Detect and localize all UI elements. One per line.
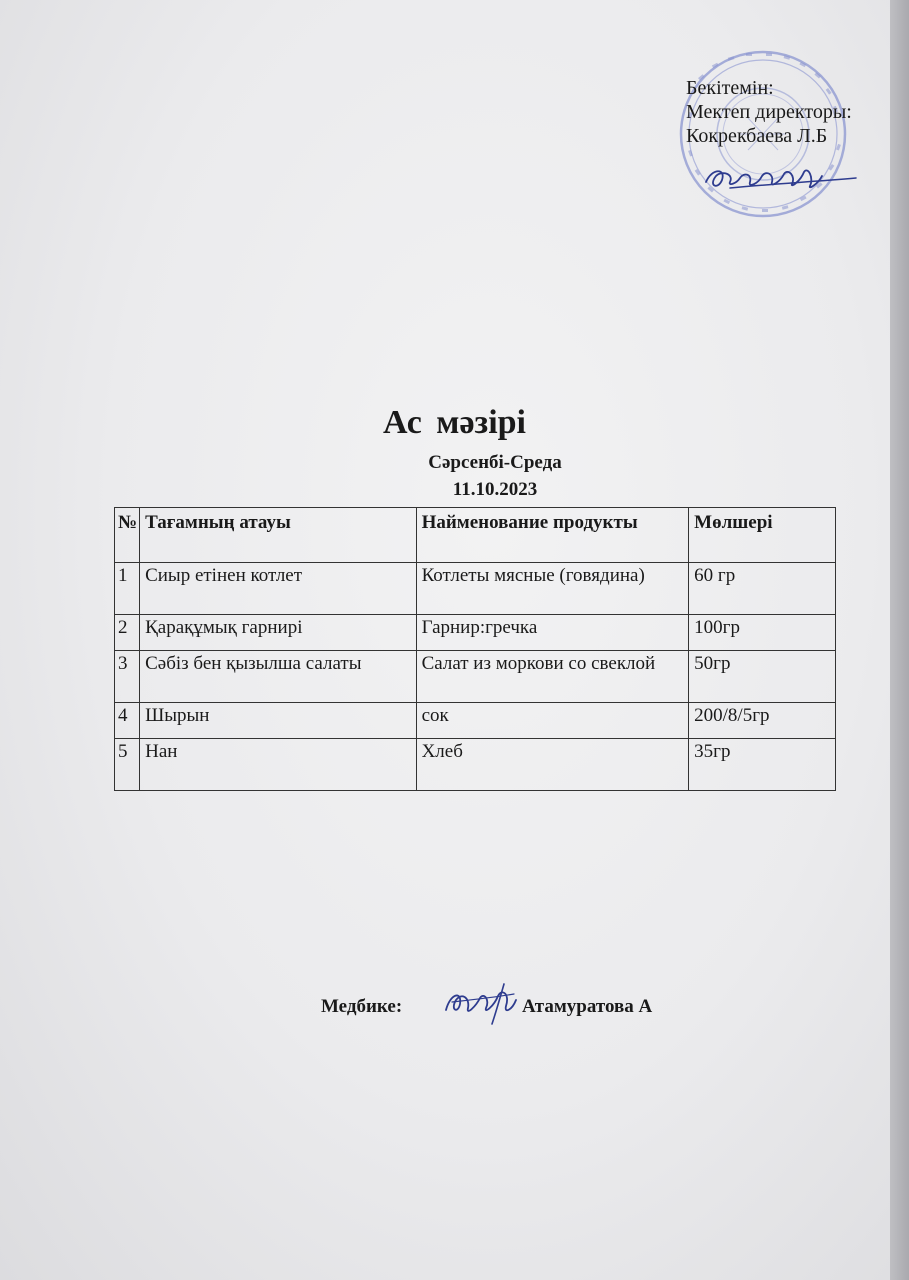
dish-quantity: 100гр [689, 615, 836, 651]
dish-name-kz: Сәбіз бен қызылша салаты [140, 651, 416, 703]
dish-name-ru: Гарнир:гречка [416, 615, 689, 651]
header-quantity: Мөлшері [689, 508, 836, 563]
row-number: 2 [115, 615, 140, 651]
row-number: 1 [115, 563, 140, 615]
menu-table [114, 507, 836, 791]
dish-name-ru: Хлеб [416, 739, 689, 791]
table-row [115, 651, 836, 703]
nurse-signature [440, 980, 528, 1026]
dish-name-ru: Салат из моркови со свеклой [416, 651, 689, 703]
dish-name-kz: Шырын [140, 703, 416, 739]
dish-name-ru: Котлеты мясные (говядина) [416, 563, 689, 615]
approval-line-approve: Бекітемін: [686, 77, 774, 99]
dish-name-kz: Қарақұмық гарнирі [140, 615, 416, 651]
page-title: Ас мәзірі [382, 404, 526, 441]
dish-quantity: 35гр [689, 739, 836, 791]
dish-name-kz: Нан [140, 739, 416, 791]
approval-line-director: Мектеп директоры: [686, 101, 852, 123]
dish-name-kz: Сиыр етінен котлет [140, 563, 416, 615]
director-signature [700, 160, 860, 196]
dish-name-ru: сок [416, 703, 689, 739]
row-number: 4 [115, 703, 140, 739]
approval-line-name: Кокрекбаева Л.Б [686, 125, 828, 147]
nurse-label: Медбике: [321, 996, 403, 1017]
header-dish-name-ru: Найменование продукты [416, 508, 689, 563]
dish-quantity: 50гр [689, 651, 836, 703]
nurse-name: Атамуратова А [522, 996, 653, 1017]
dish-quantity: 60 гр [689, 563, 836, 615]
table-row [115, 563, 836, 615]
weekday-subtitle: Сәрсенбі-Среда [428, 452, 562, 473]
approval-block [686, 76, 886, 148]
menu-date: 11.10.2023 [452, 479, 538, 500]
row-number: 5 [115, 739, 140, 791]
row-number: 3 [115, 651, 140, 703]
table-row [115, 739, 836, 791]
table-header-row [115, 508, 836, 563]
page-edge-shadow [890, 0, 909, 1280]
dish-quantity: 200/8/5гр [689, 703, 836, 739]
header-dish-name-kz: Тағамның атауы [140, 508, 416, 563]
header-number: № [115, 508, 140, 563]
table-row [115, 703, 836, 739]
table-row [115, 615, 836, 651]
